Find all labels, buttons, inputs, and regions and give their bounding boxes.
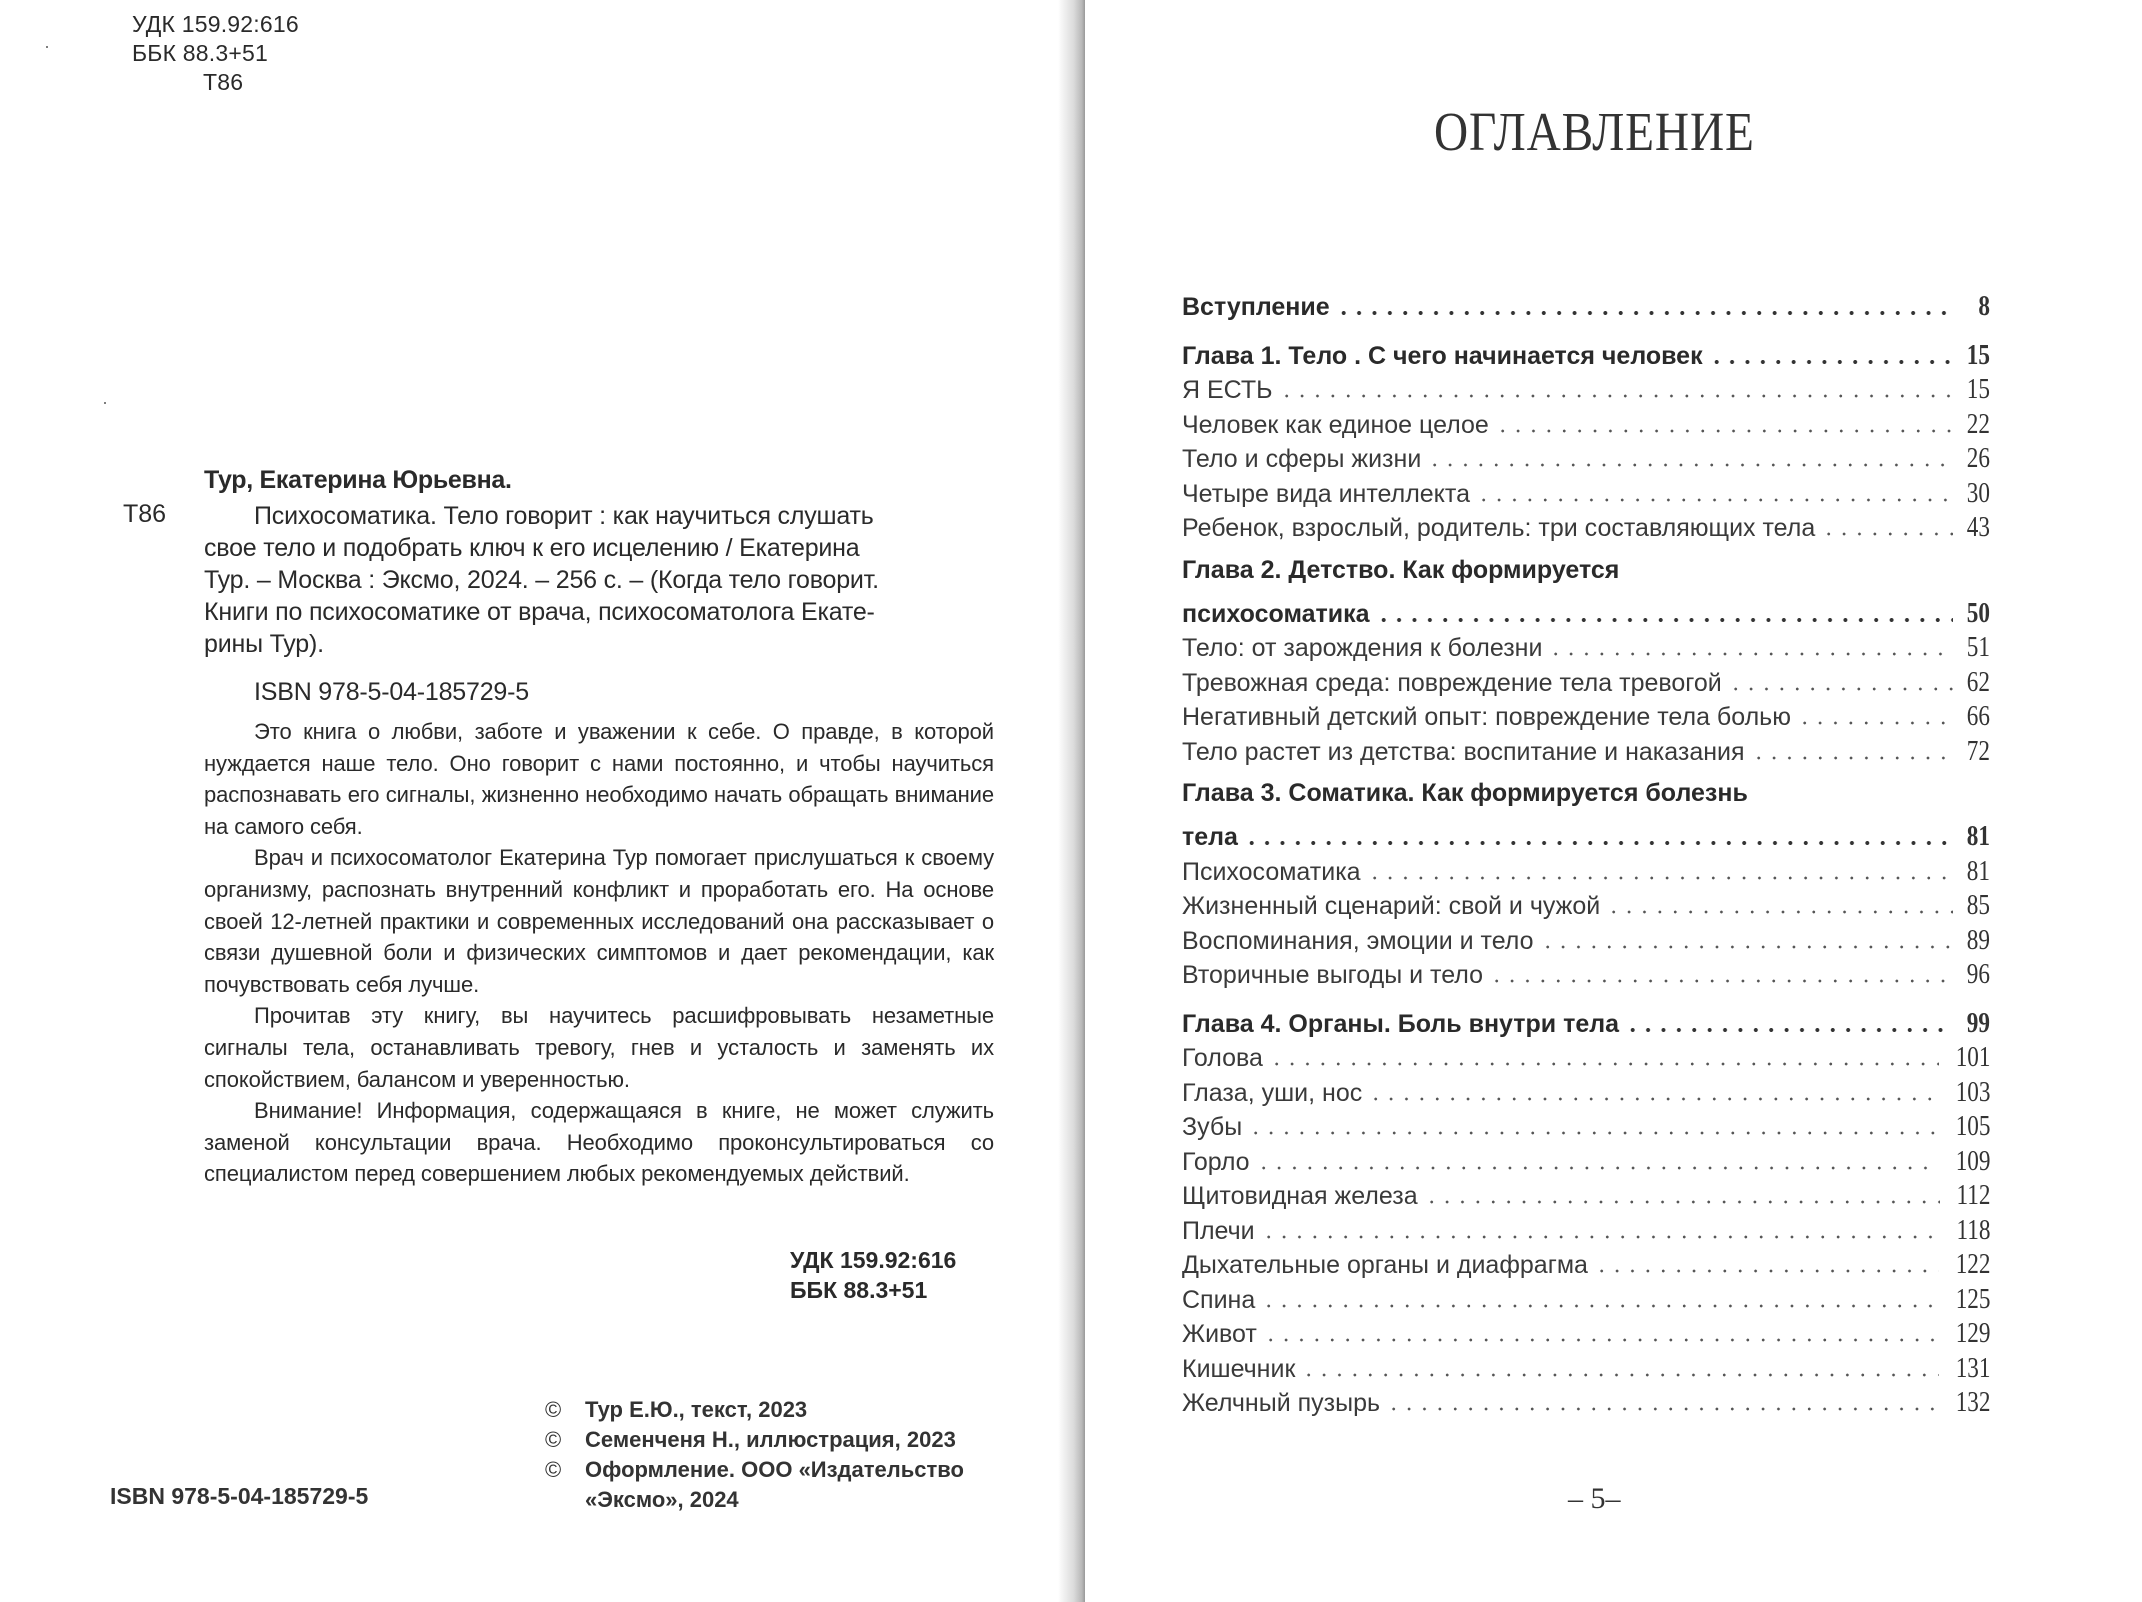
toc-entry[interactable] xyxy=(1182,735,1990,770)
toc-page-number: 8 xyxy=(1978,290,1990,322)
toc-label: Глаза, уши, нос xyxy=(1182,1078,1363,1107)
scan-speck xyxy=(104,402,106,404)
toc-entry[interactable] xyxy=(1182,889,1990,924)
copyright-text: Семенченя Н., иллюстрация, 2023 xyxy=(585,1427,956,1452)
toc-entry[interactable] xyxy=(1182,1386,1990,1421)
author-mark: Т86 xyxy=(203,69,244,95)
dot-leader xyxy=(1751,737,1953,762)
dot-leader xyxy=(1263,1319,1939,1344)
dot-leader xyxy=(1540,926,1953,951)
toc-entry[interactable] xyxy=(1182,1145,1990,1180)
bottom-classification-codes xyxy=(790,1245,956,1305)
toc-page-number: 15 xyxy=(1966,373,1990,405)
toc-entry[interactable] xyxy=(1182,1317,1990,1352)
toc-page-number: 109 xyxy=(1955,1144,1990,1177)
toc-entry[interactable] xyxy=(1182,442,1990,477)
toc-label: Ребенок, взрослый, родитель: три составляющих тела xyxy=(1182,514,1816,542)
dot-leader xyxy=(1269,1043,1939,1068)
toc-title: ОГЛАВЛЕНИЕ xyxy=(1434,101,1755,162)
toc-page-number: 125 xyxy=(1955,1282,1990,1315)
toc-label: Зубы xyxy=(1182,1113,1243,1141)
toc-page-number: 96 xyxy=(1966,958,1990,990)
toc-page-number: 105 xyxy=(1955,1110,1990,1142)
catalog-line: Психосоматика. Тело говорит : как научиться слушать xyxy=(254,502,874,530)
dot-leader xyxy=(1797,702,1953,727)
catalog-line: рины Тур). xyxy=(204,630,324,658)
catalog-line: Тур. – Москва : Эксмо, 2024. – 256 с. – (Когда тело говорит. xyxy=(204,566,879,594)
annotation-paragraph: Врач и психосоматолог Екатерина Тур помогает прислушаться к своему организму, распознать внутренний конфликт и проработать его. На основе своей 12-летней практики и современных исследований она рассказывает о связи душевной боли и физических симптомов и дает рекомендации, как почувствовать себя лучше. xyxy=(204,845,994,997)
dot-leader xyxy=(1244,822,1953,847)
top-classification-codes xyxy=(132,10,299,97)
toc-page-number: 43 xyxy=(1966,511,1990,543)
dot-leader xyxy=(1301,1354,1938,1379)
annotation-paragraph: Это книга о любви, заботе и уважении к себе. О правде, в которой нуждается наше тело. Оно говорит с нами постоянно, и чтобы научиться распознавать его сигналы, жизненно необходимо начать обращать внимание на самого себя. xyxy=(204,719,994,839)
toc-entry-chapter-2[interactable] xyxy=(1182,597,1990,632)
toc-entry[interactable] xyxy=(1182,477,1990,512)
toc-chapter-2-title[interactable]: Глава 2. Детство. Как формируется xyxy=(1182,555,1620,584)
isbn-bottom: ISBN 978-5-04-185729-5 xyxy=(110,1483,369,1509)
toc-label: Дыхательные органы и диафрагма xyxy=(1182,1251,1588,1279)
toc-entry-chapter-3[interactable] xyxy=(1182,820,1990,855)
toc-label: Воспоминания, эмоции и тело xyxy=(1182,926,1534,955)
dot-leader xyxy=(1489,960,1953,985)
dot-leader xyxy=(1248,1112,1938,1137)
toc-label: Я ЕСТЬ xyxy=(1182,376,1273,404)
annotation-paragraph: Внимание! Информация, содержащаяся в книге, не может служить заменой консультации врача. Необходимо проконсультироваться со специалистом перед совершением любых рекомендуемых действий. xyxy=(204,1098,994,1187)
toc-entry-chapter-4[interactable] xyxy=(1182,1007,1990,1042)
copyright-text: Тур Е.Ю., текст, 2023 xyxy=(585,1397,808,1422)
toc-label: Вторичные выгоды и тело xyxy=(1182,961,1484,989)
catalog-line: свое тело и подобрать ключ к его исцелению / Екатерина xyxy=(204,534,860,562)
toc-entry[interactable] xyxy=(1182,631,1990,666)
toc-page-number: 89 xyxy=(1966,923,1990,956)
toc-page-number: 112 xyxy=(1956,1179,1990,1211)
catalog-author-mark: Т86 xyxy=(123,500,167,528)
toc-entry[interactable] xyxy=(1182,855,1990,890)
toc-entry[interactable] xyxy=(1182,1214,1990,1249)
book-spine-shadow xyxy=(1058,0,1086,1602)
toc-page-number: 85 xyxy=(1966,889,1990,921)
dot-leader xyxy=(1424,1181,1940,1206)
dot-leader xyxy=(1336,292,1956,317)
dot-leader xyxy=(1709,341,1953,366)
catalog-author-heading: Тур, Екатерина Юрьевна. xyxy=(204,466,512,494)
toc-entry[interactable] xyxy=(1182,1041,1990,1076)
catalog-isbn: ISBN 978-5-04-185729-5 xyxy=(254,678,529,706)
toc-entry[interactable] xyxy=(1182,373,1990,408)
copyright-block xyxy=(545,1395,964,1515)
toc-entry[interactable] xyxy=(1182,1283,1990,1318)
toc-page-number: 62 xyxy=(1966,665,1990,698)
toc-label: Спина xyxy=(1182,1285,1256,1314)
dot-leader xyxy=(1261,1216,1940,1241)
toc-entry-intro[interactable] xyxy=(1182,290,1990,325)
toc-chapter-3-title[interactable]: Глава 3. Соматика. Как формируется болезнь xyxy=(1182,779,1748,807)
toc-page-number: 103 xyxy=(1955,1075,1990,1108)
toc-page-number: 99 xyxy=(1966,1006,1990,1039)
annotation-paragraph: Прочитав эту книгу, вы научитесь расшифровывать незаметные сигналы тела, останавливать тревогу, гнев и усталость и заменять их спокойствием, балансом и уверенностью. xyxy=(204,1003,994,1092)
page-number-footer: – 5– xyxy=(1568,1482,1621,1515)
toc-label: Глава 1. Тело . С чего начинается человек xyxy=(1182,341,1703,370)
dot-leader xyxy=(1368,1078,1938,1103)
copyright-text: Оформление. ООО «Издательство xyxy=(585,1457,964,1482)
toc-label: тела xyxy=(1182,823,1238,851)
toc-label: Вступление xyxy=(1182,293,1330,321)
toc-page-number: 101 xyxy=(1955,1041,1990,1073)
toc-label: Глава 4. Органы. Боль внутри тела xyxy=(1182,1009,1620,1038)
dot-leader xyxy=(1548,633,1953,658)
toc-page-number: 81 xyxy=(1966,854,1990,887)
toc-label: Тело растет из детства: воспитание и наказания xyxy=(1182,737,1745,766)
toc-entry[interactable] xyxy=(1182,511,1990,546)
toc-entry[interactable] xyxy=(1182,1248,1990,1283)
toc-page-number: 72 xyxy=(1966,734,1990,767)
dot-leader xyxy=(1386,1388,1939,1413)
bbk-code: ББК 88.3+51 xyxy=(132,40,268,66)
table-of-contents xyxy=(1182,290,1990,1421)
dot-leader xyxy=(1821,513,1953,538)
copyright-row xyxy=(545,1395,964,1425)
toc-page-number: 122 xyxy=(1955,1248,1990,1280)
copyright-icon: © xyxy=(545,1397,562,1422)
udk-code: УДК 159.92:616 xyxy=(132,11,299,37)
toc-label: Щитовидная железа xyxy=(1182,1182,1418,1210)
toc-entry[interactable] xyxy=(1182,1179,1990,1214)
catalog-line: Книги по психосоматике от врача, психосоматолога Екате- xyxy=(204,598,875,626)
toc-page-number: 51 xyxy=(1966,631,1990,663)
dot-leader xyxy=(1728,668,1953,693)
dot-leader xyxy=(1427,444,1953,469)
scan-speck xyxy=(46,46,48,48)
toc-label: Тревожная среда: повреждение тела тревогой xyxy=(1182,668,1722,697)
toc-entry[interactable] xyxy=(1182,1076,1990,1111)
toc-label: Кишечник xyxy=(1182,1354,1296,1383)
dot-leader xyxy=(1594,1250,1939,1275)
copyright-row xyxy=(545,1455,964,1485)
book-annotation xyxy=(204,716,994,1190)
toc-page-number: 22 xyxy=(1966,407,1990,440)
toc-entry-chapter-1[interactable] xyxy=(1182,339,1990,374)
copyright-icon: © xyxy=(545,1457,562,1482)
copyright-row xyxy=(545,1425,964,1455)
toc-label: Тело и сферы жизни xyxy=(1182,445,1422,473)
dot-leader xyxy=(1261,1285,1938,1310)
toc-entry[interactable] xyxy=(1182,666,1990,701)
dot-leader xyxy=(1606,891,1953,916)
left-page-imprint xyxy=(0,0,1060,1602)
copyright-continuation: «Эксмо», 2024 xyxy=(585,1487,739,1512)
toc-entry[interactable] xyxy=(1182,1352,1990,1387)
toc-entry[interactable] xyxy=(1182,1110,1990,1145)
toc-page-number: 66 xyxy=(1966,700,1990,732)
toc-label: Тело: от зарождения к болезни xyxy=(1182,634,1543,662)
toc-label: психосоматика xyxy=(1182,599,1370,628)
toc-page-number: 118 xyxy=(1956,1213,1990,1246)
catalog-description xyxy=(204,500,994,660)
toc-label: Голова xyxy=(1182,1044,1263,1072)
toc-page-number: 30 xyxy=(1966,476,1990,509)
toc-page-number: 129 xyxy=(1955,1317,1990,1349)
toc-page-number: 26 xyxy=(1966,442,1990,474)
dot-leader xyxy=(1495,410,1953,435)
toc-page-number: 15 xyxy=(1966,338,1990,371)
bbk-code: ББК 88.3+51 xyxy=(790,1277,928,1303)
toc-entry[interactable] xyxy=(1182,924,1990,959)
toc-page-number: 81 xyxy=(1966,820,1990,852)
toc-label: Желчный пузырь xyxy=(1182,1389,1380,1417)
udk-code: УДК 159.92:616 xyxy=(790,1247,957,1273)
toc-entry[interactable] xyxy=(1182,408,1990,443)
toc-label: Негативный детский опыт: повреждение тела болью xyxy=(1182,703,1791,731)
dot-leader xyxy=(1367,857,1953,882)
toc-entry[interactable] xyxy=(1182,958,1990,993)
toc-label: Живот xyxy=(1182,1320,1257,1348)
toc-page-number: 131 xyxy=(1955,1351,1990,1384)
toc-label: Плечи xyxy=(1182,1216,1255,1245)
dot-leader xyxy=(1476,479,1953,504)
dot-leader xyxy=(1376,599,1953,624)
copyright-icon: © xyxy=(545,1427,562,1452)
toc-label: Горло xyxy=(1182,1147,1250,1176)
toc-entry[interactable] xyxy=(1182,700,1990,735)
dot-leader xyxy=(1625,1009,1953,1034)
dot-leader xyxy=(1256,1147,1939,1172)
toc-label: Психосоматика xyxy=(1182,857,1361,886)
toc-label: Жизненный сценарий: свой и чужой xyxy=(1182,892,1601,920)
toc-page-number: 50 xyxy=(1966,596,1990,629)
toc-label: Человек как единое целое xyxy=(1182,410,1489,439)
toc-label: Четыре вида интеллекта xyxy=(1182,479,1470,508)
toc-page-number: 132 xyxy=(1955,1386,1990,1418)
dot-leader xyxy=(1279,375,1953,400)
